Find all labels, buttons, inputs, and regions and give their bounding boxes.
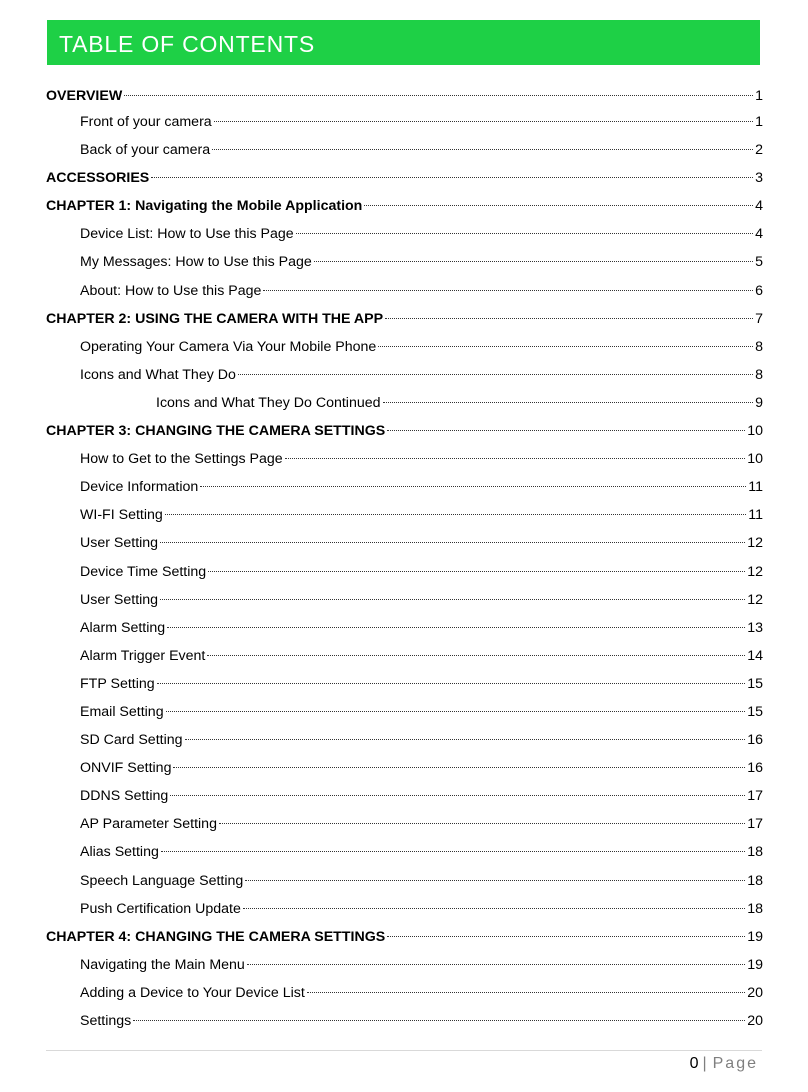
toc-entry-page: 13 bbox=[747, 619, 763, 636]
toc-entry-title: Icons and What They Do Continued bbox=[156, 394, 381, 411]
toc-entry-page: 18 bbox=[747, 900, 763, 917]
toc-entry[interactable] bbox=[46, 333, 763, 361]
toc-entry[interactable] bbox=[46, 417, 763, 445]
toc-entry[interactable] bbox=[46, 389, 763, 417]
toc-entry[interactable] bbox=[46, 838, 763, 866]
toc-entry-title: ACCESSORIES bbox=[46, 170, 150, 187]
footer-page-number: 0 bbox=[689, 1055, 699, 1072]
toc-entry-title: CHAPTER 2: USING THE CAMERA WITH THE APP bbox=[46, 310, 384, 327]
toc-dot-leader bbox=[214, 121, 753, 122]
toc-entry-title: Device Information bbox=[80, 479, 199, 496]
toc-entry-page: 16 bbox=[747, 732, 763, 749]
toc-dot-leader bbox=[185, 739, 746, 740]
toc-entry-page: 11 bbox=[748, 507, 763, 524]
toc-entry[interactable] bbox=[46, 642, 763, 670]
toc-entry-page: 17 bbox=[747, 788, 763, 805]
toc-entry-page: 5 bbox=[755, 254, 763, 271]
toc-entry-page: 4 bbox=[755, 226, 763, 243]
toc-entry-title: CHAPTER 4: CHANGING THE CAMERA SETTINGS bbox=[46, 928, 386, 945]
page-title: TABLE OF CONTENTS bbox=[59, 31, 315, 57]
toc-entry-title: Navigating the Main Menu bbox=[80, 956, 245, 973]
toc-dot-leader bbox=[157, 683, 746, 684]
toc-entry-title: User Setting bbox=[80, 535, 159, 552]
toc-dot-leader bbox=[378, 346, 753, 347]
toc-dot-leader bbox=[247, 964, 745, 965]
toc-dot-leader bbox=[314, 261, 753, 262]
footer-separator: | bbox=[702, 1055, 709, 1072]
toc-entry-page: 14 bbox=[747, 647, 763, 664]
toc-dot-leader bbox=[151, 177, 753, 178]
toc-entry[interactable] bbox=[46, 726, 763, 754]
toc-entry-title: AP Parameter Setting bbox=[80, 816, 217, 833]
toc-entry[interactable] bbox=[46, 220, 763, 248]
toc-entry[interactable] bbox=[46, 614, 763, 642]
toc-dot-leader bbox=[173, 767, 745, 768]
toc-entry-title: User Setting bbox=[80, 591, 159, 608]
toc-entry-page: 18 bbox=[747, 844, 763, 861]
toc-entry-page: 7 bbox=[755, 310, 763, 327]
toc-entry[interactable] bbox=[46, 164, 763, 192]
toc-entry-title: Alarm Setting bbox=[80, 619, 166, 636]
toc-entry-page: 16 bbox=[747, 760, 763, 777]
toc-entry[interactable] bbox=[46, 586, 763, 614]
toc-entry-title: My Messages: How to Use this Page bbox=[80, 254, 312, 271]
toc-entry-page: 9 bbox=[755, 394, 763, 411]
toc-entry[interactable] bbox=[46, 529, 763, 557]
toc-entry-title: ONVIF Setting bbox=[80, 760, 172, 777]
toc-entry-page: 1 bbox=[755, 88, 763, 104]
toc-entry[interactable] bbox=[46, 108, 763, 136]
toc-entry-title: Device Time Setting bbox=[80, 563, 207, 580]
toc-entry[interactable] bbox=[46, 558, 763, 586]
toc-dot-leader bbox=[200, 486, 746, 487]
toc-dot-leader bbox=[124, 95, 753, 96]
toc-entry[interactable] bbox=[46, 445, 763, 473]
toc-entry-page: 6 bbox=[755, 282, 763, 299]
toc-entry-page: 10 bbox=[747, 451, 763, 468]
toc-entry-page: 19 bbox=[747, 956, 763, 973]
toc-dot-leader bbox=[212, 149, 753, 150]
toc-dot-leader bbox=[238, 374, 753, 375]
toc-entry-title: DDNS Setting bbox=[80, 788, 169, 805]
toc-entry[interactable] bbox=[46, 923, 763, 951]
toc-entry[interactable] bbox=[46, 248, 763, 276]
toc-entry-page: 11 bbox=[748, 479, 763, 496]
toc-entry[interactable] bbox=[46, 782, 763, 810]
toc-dot-leader bbox=[207, 655, 745, 656]
toc-header-band bbox=[47, 20, 760, 65]
footer-divider bbox=[46, 1050, 762, 1051]
toc-dot-leader bbox=[307, 992, 745, 993]
toc-entry-title: Email Setting bbox=[80, 703, 164, 720]
toc-entry-title: CHAPTER 3: CHANGING THE CAMERA SETTINGS bbox=[46, 423, 386, 440]
toc-entry-page: 17 bbox=[747, 816, 763, 833]
toc-dot-leader bbox=[245, 880, 745, 881]
toc-entry-title: Back of your camera bbox=[80, 142, 211, 159]
toc-dot-leader bbox=[160, 542, 745, 543]
toc-entry[interactable] bbox=[46, 867, 763, 895]
toc-entry-title: How to Get to the Settings Page bbox=[80, 451, 283, 468]
toc-entry-page: 12 bbox=[747, 591, 763, 608]
toc-entry-page: 10 bbox=[747, 423, 763, 440]
toc-dot-leader bbox=[387, 936, 745, 937]
toc-dot-leader bbox=[383, 402, 753, 403]
toc-dot-leader bbox=[285, 458, 746, 459]
toc-entry-page: 8 bbox=[755, 338, 763, 355]
toc-entry-title: FTP Setting bbox=[80, 675, 155, 692]
toc-entry[interactable] bbox=[46, 473, 763, 501]
toc-entry[interactable] bbox=[46, 136, 763, 164]
toc-dot-leader bbox=[296, 233, 753, 234]
toc-entry[interactable] bbox=[46, 277, 763, 305]
toc-entry-page: 20 bbox=[747, 984, 763, 1001]
toc-entry-title: Adding a Device to Your Device List bbox=[80, 984, 305, 1001]
toc-entry-page: 8 bbox=[755, 366, 763, 383]
toc-entry-title: WI-FI Setting bbox=[80, 507, 163, 524]
toc-entry[interactable] bbox=[46, 754, 763, 782]
toc-entry-title: Push Certification Update bbox=[80, 900, 241, 917]
toc-dot-leader bbox=[219, 823, 745, 824]
toc-entry-page: 12 bbox=[747, 563, 763, 580]
toc-entry[interactable] bbox=[46, 192, 763, 220]
toc-entry-page: 20 bbox=[747, 1013, 763, 1029]
toc-dot-leader bbox=[364, 205, 753, 206]
toc-entry[interactable] bbox=[46, 698, 763, 726]
table-of-contents bbox=[46, 85, 763, 1035]
toc-dot-leader bbox=[133, 1020, 745, 1021]
toc-entry[interactable] bbox=[46, 85, 763, 108]
toc-entry-title: Alarm Trigger Event bbox=[80, 647, 206, 664]
toc-entry-page: 1 bbox=[755, 114, 763, 130]
toc-entry-page: 15 bbox=[747, 703, 763, 720]
toc-entry-title: CHAPTER 1: Navigating the Mobile Application bbox=[46, 198, 363, 215]
toc-dot-leader bbox=[165, 514, 746, 515]
toc-dot-leader bbox=[387, 430, 745, 431]
toc-entry-page: 19 bbox=[747, 928, 763, 945]
toc-entry[interactable] bbox=[46, 810, 763, 838]
toc-dot-leader bbox=[243, 908, 745, 909]
toc-entry-title: Alias Setting bbox=[80, 844, 159, 861]
toc-entry-page: 12 bbox=[747, 535, 763, 552]
toc-entry-title: OVERVIEW bbox=[46, 88, 123, 104]
toc-dot-leader bbox=[170, 795, 745, 796]
toc-entry-title: About: How to Use this Page bbox=[80, 282, 262, 299]
toc-entry-page: 18 bbox=[747, 872, 763, 889]
toc-entry[interactable] bbox=[46, 951, 763, 979]
page-footer bbox=[690, 1054, 758, 1074]
toc-entry[interactable] bbox=[46, 979, 763, 1007]
toc-entry-title: Settings bbox=[80, 1013, 132, 1029]
toc-entry[interactable] bbox=[46, 501, 763, 529]
toc-entry-title: Operating Your Camera Via Your Mobile Phone bbox=[80, 338, 377, 355]
toc-dot-leader bbox=[166, 711, 746, 712]
toc-entry[interactable] bbox=[46, 361, 763, 389]
footer-page-label: Page bbox=[712, 1055, 758, 1072]
toc-entry[interactable] bbox=[46, 1007, 763, 1035]
toc-dot-leader bbox=[208, 571, 745, 572]
toc-entry[interactable] bbox=[46, 305, 763, 333]
toc-dot-leader bbox=[160, 599, 745, 600]
toc-entry[interactable] bbox=[46, 670, 763, 698]
toc-entry-title: Device List: How to Use this Page bbox=[80, 226, 294, 243]
toc-dot-leader bbox=[167, 627, 745, 628]
toc-entry-page: 3 bbox=[755, 170, 763, 187]
toc-dot-leader bbox=[161, 851, 745, 852]
toc-entry-title: Icons and What They Do bbox=[80, 366, 236, 383]
toc-entry[interactable] bbox=[46, 895, 763, 923]
toc-dot-leader bbox=[263, 290, 753, 291]
toc-entry-title: SD Card Setting bbox=[80, 732, 183, 749]
toc-entry-page: 2 bbox=[755, 142, 763, 159]
toc-entry-page: 4 bbox=[755, 198, 763, 215]
toc-dot-leader bbox=[385, 318, 753, 319]
toc-entry-title: Front of your camera bbox=[80, 114, 212, 130]
toc-entry-title: Speech Language Setting bbox=[80, 872, 244, 889]
toc-entry-page: 15 bbox=[747, 675, 763, 692]
